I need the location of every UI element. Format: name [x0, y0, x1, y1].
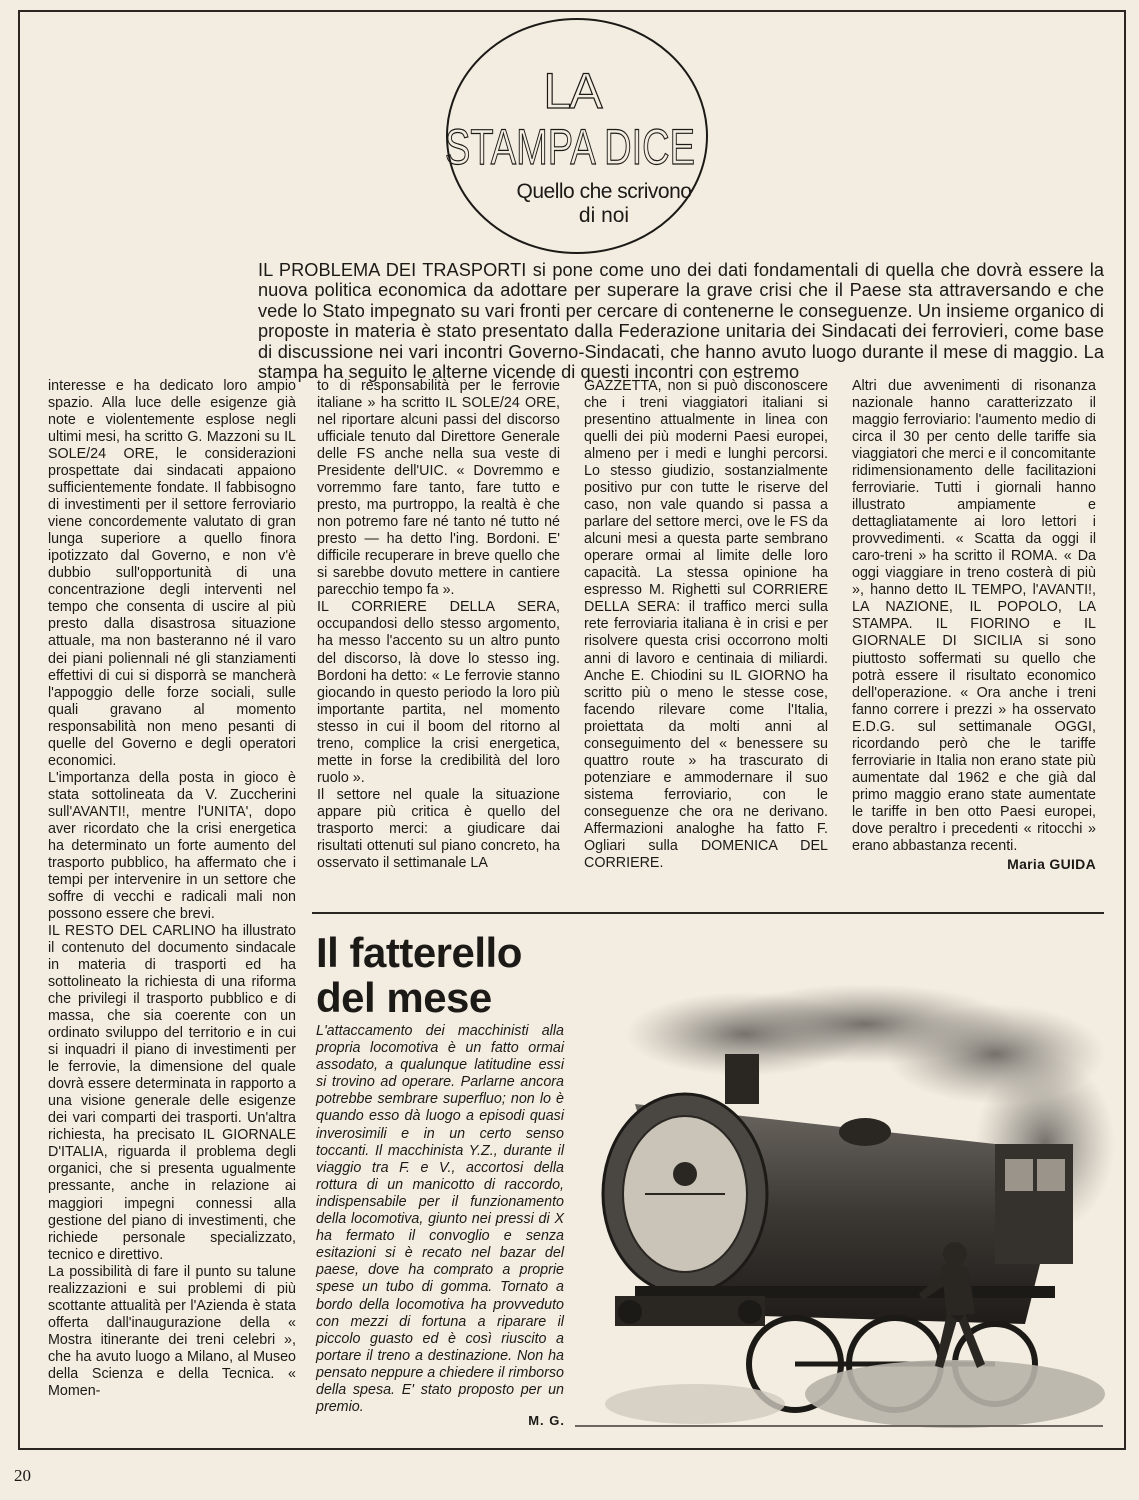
- intro-text: si pone come uno dei dati fondamentali di quella che dovrà essere la nuova politica economica da adottare per superare la grave crisi che il Paese sta attraversando e che vede lo Stato impegnato su vari fronti per cercare di contenerne le conseguenze. Un insieme organico di proposte in materia è stato presentato dalla Federazione unitaria dei Sindacati dei ferrovieri, come base di discussione nei vari incontri Governo-Sindacati, che hanno avuto luogo durante il mese di maggio. La stampa ha seguito le alterne vicende di questi incontri con estremo: [258, 260, 1104, 383]
- article-column-4: [852, 378, 1096, 873]
- paragraph: GAZZETTA, non si può disconoscere che i treni viaggiatori italiani si presentino attualmente in linea con quelli dei più moderni Paesi europei, almeno per i medi e lunghi percorsi. Lo stesso giudizio, sostanzialmente positivo pur con tutte le riserve del caso, non vale quando si passa a parlare del settore merci, ove le FS da alcuni mesi a questa parte sembrano operare ormai al limite delle loro capacità. La stessa opinione ha espresso M. Righetti sul CORRIERE DELLA SERA: il traffico merci sulla rete ferroviaria italiana è in crisi e per risolvere questa crisi occorrono molti anni di lavoro e centinaia di miliardi. Anche E. Chiodini su IL GIORNO ha scritto più o meno le stesse cose, facendo rilevare come l'Italia, proiettata da molti anni al conseguimento del « benessere su quattro route » ha trascurato di potenziare e ammodernare il suo sistema ferroviario, con le conseguenze che ora ne derivano. Affermazioni analoghe ha fatto F. Ogliari sulla DOMENICA DEL CORRIERE.: [584, 378, 828, 871]
- paragraph: interesse e ha dedicato loro ampio spazio. Alla luce delle esigenze già note e violentemente esplose negli ultimi mesi, ha scritto G. Mazzoni su IL SOLE/24 ORE, le considerazioni prospettate dai sindacati appaiono sufficientemente fondate. Il fabbisogno di investimenti per il settore ferroviario viene concordemente valutato di gran lunga superiore a quello finora ipotizzato dal Governo, e non v'è dubbio sull'opportunità di una concentrazione degli interventi nel tempo che consenta di uscire al più presto dalla disastrosa situazione attuale, ma non basteranno né il varo dei piani poliennali né gli stanziamenti effettivi di cui si disporrà se mancherà l'appoggio delle forze sociali, sulle quali gravano al momento responsabilità non meno pesanti di quelle del Governo e degli operatori economici.: [48, 378, 296, 769]
- paragraph: Il settore nel quale la situazione appare più critica è quello del trasporto merci: a giudicare dai risultati ottenuti sul piano concreto, ha osservato il settimanale LA: [317, 786, 560, 871]
- paragraph: IL CORRIERE DELLA SERA, occupandosi dello stesso argomento, ha messo l'accento su un altro punto del discorso, là dove lo stesso ing. Bordoni ha detto: « Le ferrovie stanno giocando in questo periodo la loro più importante partita, nel momento stesso in cui il boom del ritorno al treno, complice la crisi energetica, mette in forse la credibilità del loro ruolo ».: [317, 599, 560, 786]
- logo-line-2: STAMPA DICE: [445, 119, 695, 175]
- article-column-2: [317, 378, 560, 872]
- paragraph: IL RESTO DEL CARLINO ha illustrato il contenuto del documento sindacale in materia di trasporti ed ha sottolineato la richiesta di una riforma che privilegi il trasporto pubblico e di massa, che sia coerente con un ordinato sviluppo del territorio e in cui si inquadri il piano di investimenti per le ferrovie, la dimensione del quale dovrà essere determinata in rapporto a una visione generale delle esigenze dei vari comparti dei trasporti. Un'altra richiesta, ha precisato IL GIORNALE D'ITALIA, riguarda il problema degli organici, che si presenta ugualmente pressante, anche in relazione ai maggiori impegni connessi alla gestione del piano di investimenti, che richiede personale specializzato, tecnico e direttivo.: [48, 923, 296, 1263]
- article-column-1: [48, 378, 296, 1400]
- paragraph: Altri due avvenimenti di risonanza nazionale hanno caratterizzato il maggio ferroviario: l'aumento medio di circa il 30 per cento delle tariffe sia viaggiatori che merci e il concomitante ridimensionamento delle facilitazioni ferroviarie. Tutti i giornali hanno illustrato ampiamente e dettagliatamente ai loro lettori i provvedimenti. « Scatta da oggi il caro-treni » ha scritto il ROMA. « Da oggi viaggiare in treno costerà di più », hanno detto IL TEMPO, l'AVANTI!, LA NAZIONE, IL POPOLO, LA STAMPA. IL FIORINO e IL GIORNALE DI SICILIA si sono piuttosto soffermati su quello che potrà essere il risultato economico dell'operazione. « Ora anche i treni fanno correre i prezzi » ha osservato E.D.G. sul settimanale OGGI, ricordando però che le tariffe ferroviarie in Italia non erano state più aumentate dal 1962 e che già dal primo maggio erano state aumentate le tariffe in ben otto Paesi europei, dove peraltro i precedenti « ritocchi » erano abbastanza recenti.: [852, 378, 1096, 854]
- paragraph: L'importanza della posta in gioco è stata sottolineata da V. Zuccherini sull'AVANTI!, mentre l'UNITA', dopo aver ricordato che la crisi energetica ha determinato un forte aumento del trasporto pubblico, ha affermato che i tempi per intervenire in un settore che soffre di vecchi e radicali mali non possono essere che brevi.: [48, 769, 296, 922]
- section-divider: [312, 912, 1104, 914]
- feature-title-line-1: Il fatterello: [316, 929, 522, 976]
- logo-line-3: Quello che scrivono: [516, 180, 692, 203]
- author-signature: Maria GUIDA: [1007, 855, 1096, 872]
- feature-body: L'attaccamento dei macchinisti alla propria locomotiva è un fatto ormai assodato, a qualunque latitudine essi si trovino ad operare. Parlarne ancora potrebbe sembrare superfluo; non lo è quando esso dà luogo a episodi quasi inverosimili e in un certo senso toccanti. Il macchinista Y.Z., durante il viaggio tra F. e V., accortosi della rottura di un manicotto di raccordo, indispensabile per il funzionamento della locomotiva, giunto nei pressi di X ha fermato il convoglio e senza esitazioni si è recato nel bazar del paese, dove ha comprato a proprie spese un tubo di gomma. Tornato a bordo della locomotiva ha provveduto con mezzi di fortuna a riparare il piccolo guasto ed è così riuscito a portare il treno a destinazione. Non ha pensato neppure a chiedere il rimborso della spesa. E' stato proposto per un premio.: [316, 1023, 564, 1416]
- feature-signature: M. G.: [528, 1413, 565, 1428]
- logo-line-4: di noi: [578, 204, 630, 227]
- intro-paragraph: [258, 260, 1104, 382]
- feature-title: [316, 930, 596, 1020]
- locomotive-illustration: [575, 994, 1103, 1432]
- paragraph: La possibilità di fare il punto su talune realizzazioni e sui problemi di più scottante attualità per l'Azienda è stata offerta dall'inaugurazione della « Mostra itinerante dei treni celebri », che ha avuto luogo a Milano, al Museo della Scienza e della Tecnica. « Momen-: [48, 1263, 296, 1399]
- logo-line-1: LA: [543, 63, 601, 119]
- intro-highlight: IL PROBLEMA DEI TRASPORTI: [258, 260, 527, 280]
- column-logo: [444, 16, 710, 256]
- paragraph: to di responsabilità per le ferrovie italiane » ha scritto IL SOLE/24 ORE, nel riportare alcuni passi del discorso ufficiale tenuto dal Direttore Generale delle FS anche nella sua veste di Presidente dell'UIC. « Dovremmo e vorremmo fare tanto, fare tutto e presto, ma purtroppo, la realtà è che non potremo fare né tanto né tutto né presto — ha detto l'ing. Bordoni. E' difficile recuperare in breve quello che si sarebbe dovuto mettere in cantiere parecchio tempo fa ».: [317, 378, 560, 599]
- feature-title-line-2: del mese: [316, 974, 492, 1021]
- page-number: 20: [14, 1466, 31, 1485]
- article-column-3: [584, 378, 828, 872]
